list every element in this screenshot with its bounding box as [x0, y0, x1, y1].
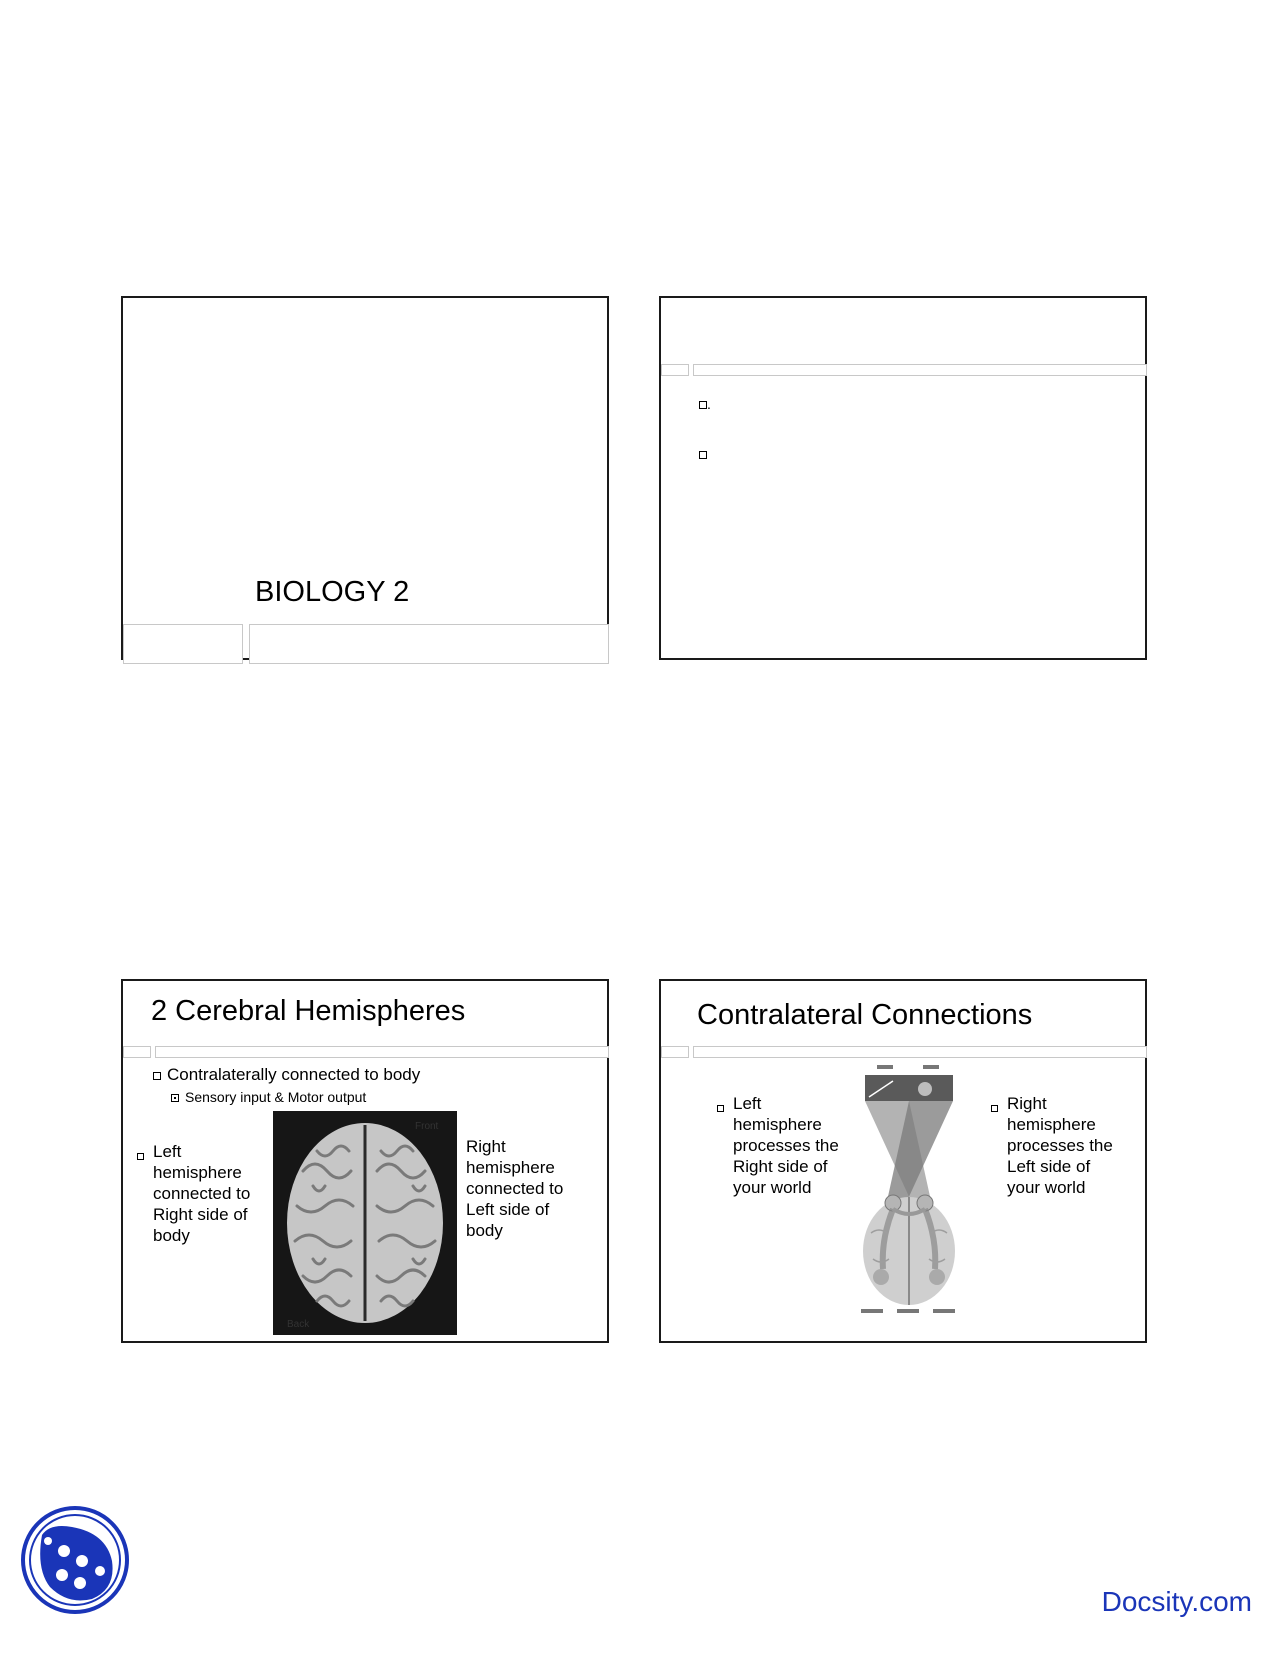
right-processing-text: Right hemisphere processes the Left side of your world: [1007, 1094, 1113, 1197]
back-label: Back: [287, 1319, 310, 1330]
bullet-icon: [717, 1105, 724, 1112]
bullet-icon: [137, 1153, 144, 1160]
bullet-icon: [699, 451, 707, 459]
right-bullet-marker: [991, 1099, 998, 1117]
footer-box-left: [123, 624, 243, 664]
slide-cerebral-hemispheres: [121, 979, 609, 1343]
divider-short: [123, 1046, 151, 1058]
left-bullet-marker: [717, 1099, 724, 1117]
docsity-logo-icon: [20, 1505, 130, 1615]
brain-top-view-image: [273, 1111, 457, 1335]
bullet-item: [153, 1065, 420, 1085]
left-processing-text: Left hemisphere processes the Right side of your world: [733, 1094, 839, 1197]
left-hemisphere-text: Left hemisphere connected to Right side of body: [153, 1142, 251, 1245]
bullet-icon: [699, 401, 707, 409]
left-bullet-marker: [137, 1147, 144, 1165]
docsity-brand-link[interactable]: Docsity.com: [1101, 1586, 1252, 1617]
slide-empty: [659, 296, 1147, 660]
slide-heading: Contralateral Connections: [697, 999, 1033, 1031]
divider-short: [661, 1046, 689, 1058]
bullet-item: [699, 446, 707, 464]
bullet-text: .: [707, 396, 711, 412]
bullet-text: Contralaterally connected to body: [167, 1065, 421, 1084]
slide-title-text: BIOLOGY 2: [255, 576, 410, 608]
visual-pathway-diagram: [857, 1063, 961, 1317]
sub-bullet-text: Sensory input & Motor output: [185, 1089, 367, 1105]
sub-bullet-item: [171, 1089, 366, 1105]
right-hemisphere-text: Right hemisphere connected to Left side of body: [466, 1137, 564, 1240]
footer-box-right: [249, 624, 609, 664]
divider-long: [693, 1046, 1147, 1058]
slide-contralateral-connections: [659, 979, 1147, 1343]
divider-long: [693, 364, 1147, 376]
slide-title: [121, 296, 609, 660]
bullet-icon: [153, 1072, 161, 1080]
slide-heading: 2 Cerebral Hemispheres: [151, 995, 466, 1027]
bullet-item: [699, 396, 711, 414]
sub-bullet-icon: [171, 1094, 179, 1102]
divider-short: [661, 364, 689, 376]
front-label: Front: [415, 1121, 439, 1132]
divider-long: [155, 1046, 609, 1058]
bullet-icon: [991, 1105, 998, 1112]
